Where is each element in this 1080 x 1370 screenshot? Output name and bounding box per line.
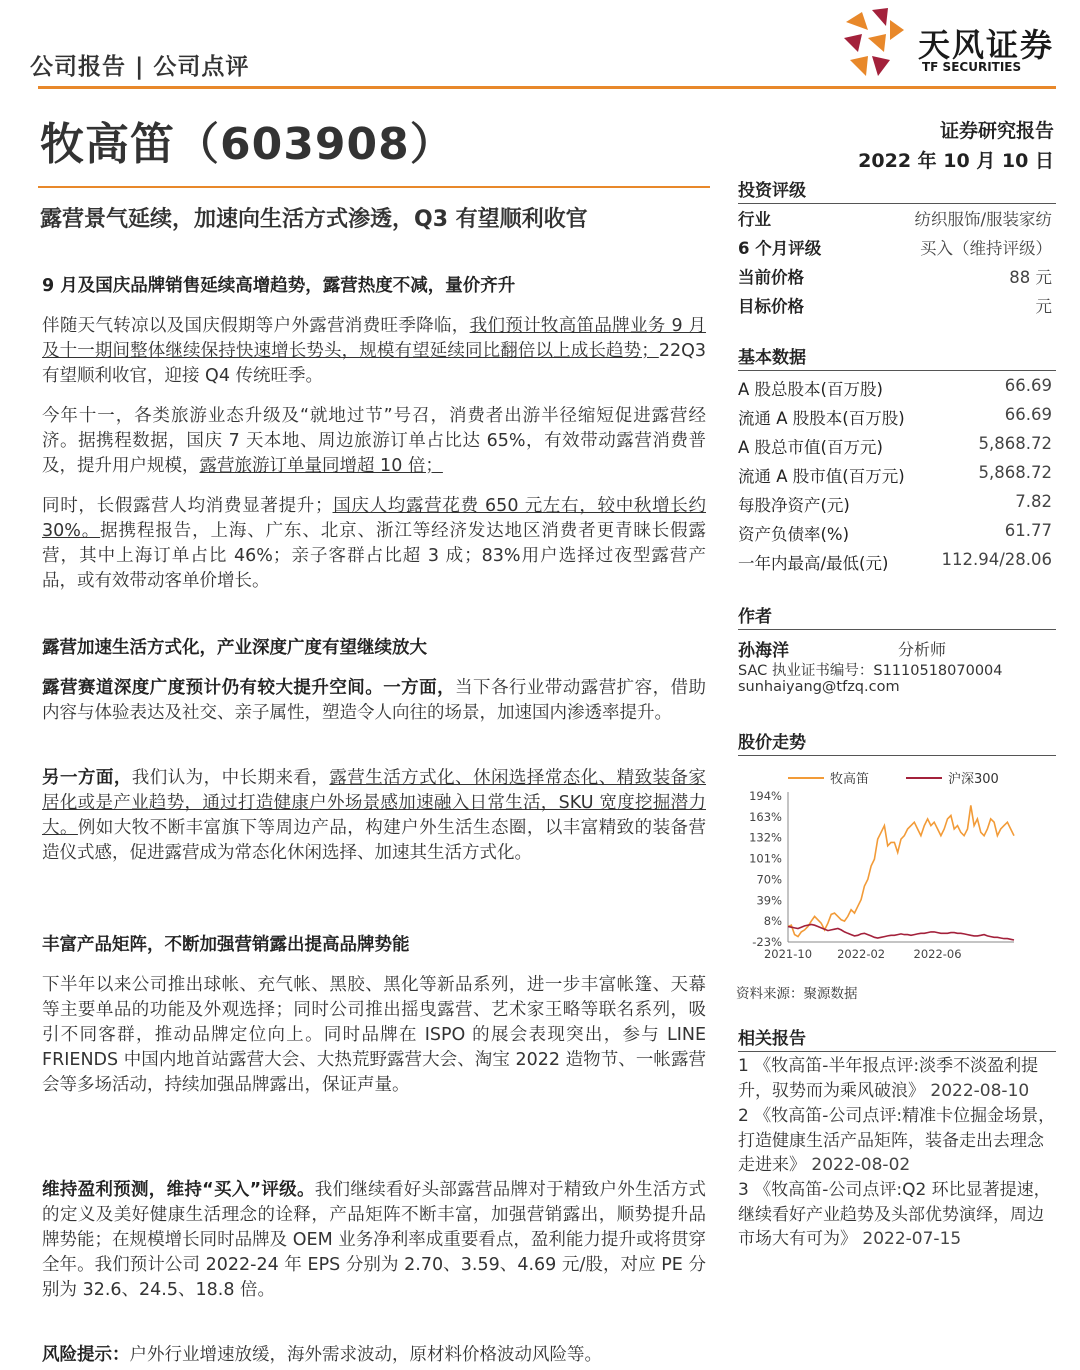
logo-text-cn: 天风证券 bbox=[918, 26, 1055, 64]
section-title-1: 9 月及国庆品牌销售延续高增趋势，露营热度不减，量价齐升 bbox=[42, 276, 516, 296]
page-title: 牧高笛（603908） bbox=[40, 119, 455, 170]
header-divider bbox=[38, 86, 1056, 89]
related-report-3[interactable]: 3 《牧高笛-公司点评:Q2 环比显著提速，继续看好产业趋势及头部优势演绎，周边市场大有可为》 2022-07-15 bbox=[738, 1180, 1051, 1249]
y-tick-label: 132% bbox=[749, 830, 782, 845]
section-title-2: 露营加速生活方式化，产业深度广度有望继续放大 bbox=[42, 638, 427, 658]
paragraph-6: 下半年以来公司推出球帐、充气帐、黑胶、黑化等新品系列，进一步丰富帐篷、天幕等主要单品的功能及外观选择；同时公司推出摇曳露营、艺术家王略等联名系列，吸引不同客群，推动品牌定位向上。同时品牌在 ISPO 的展会表现突出，参与 LINE FRIENDS 中国内地首站露营大会、大热荒野露营大会、淘宝 2022 造物节、一帐露营会等多场活动，持续加强品牌露出，保证声量。 bbox=[42, 975, 706, 1095]
logo-text-en: TF SECURITIES bbox=[922, 60, 1022, 74]
basic-data-row: 流通 A 股股本(百万股) 66.69 bbox=[738, 405, 1052, 428]
title-divider bbox=[38, 186, 710, 188]
section-title-3: 丰富产品矩阵，不断加强营销露出提高品牌势能 bbox=[42, 935, 410, 955]
x-tick-label: 2022-06 bbox=[913, 947, 962, 961]
headline: 露营景气延续，加速向生活方式渗透，Q3 有望顺利收官 bbox=[40, 207, 588, 232]
x-axis bbox=[764, 942, 1014, 961]
basic-data-row: 资产负债率(%) 61.77 bbox=[738, 521, 1052, 544]
x-tick-label: 2021-10 bbox=[763, 947, 813, 961]
author-role: 分析师 bbox=[898, 640, 947, 659]
rating-row: 6 个月评级 买入（维持评级） bbox=[738, 239, 1052, 258]
report-date: 2022 年 10 月 10 日 bbox=[858, 150, 1054, 172]
related-report-2[interactable]: 2 《牧高笛-公司点评:精准卡位掘金场景，打造健康生活产品矩阵，装备走出去理念走进来》 2022-08-02 bbox=[738, 1106, 1056, 1175]
basic-data-title: 基本数据 bbox=[738, 343, 1056, 371]
risk-warning: 风险提示：户外行业增速放缓，海外需求波动，原材料价格波动风险等。 bbox=[42, 1345, 602, 1365]
doc-type: 证券研究报告 bbox=[939, 120, 1054, 142]
paragraph-3: 同时，长假露营人均消费显著提升；国庆人均露营花费 650 元左右，较中秋增长约 30%。据携程报告，上海、广东、北京、浙江等经济发达地区消费者更青睐长假露营，其中上海订单占比 46%；亲子客群占比超 3 成；83%用户选择过夜型露营产品，或有效带动客单价增长。 bbox=[42, 496, 707, 591]
author-section-title: 作者 bbox=[738, 602, 1056, 630]
series-line-1 bbox=[788, 805, 1014, 936]
paragraph-rating: 维持盈利预测，维持“买入”评级。我们继续看好头部露营品牌对于精致户外生活方式的定义及美好健康生活理念的诠释，产品矩阵不断丰富，加强营销露出，顺势提升品牌势能；在规模增长同时品牌及 OEM 业务净利率成重要看点，盈利能力提升或将贯穿全年。我们预计公司 2022-24 年 EPS 分别为 2.70、3.59、4.69 元/股，对应 PE 分别为 32.6、24.5、18.8 倍。 bbox=[42, 1180, 706, 1300]
basic-data-row: 一年内最高/最低(元) 112.94/28.06 bbox=[738, 550, 1052, 573]
y-tick-label: 8% bbox=[763, 914, 782, 929]
rating-row: 目标价格 元 bbox=[738, 297, 1052, 316]
y-tick-label: 194% bbox=[749, 789, 782, 803]
stock-price-chart bbox=[736, 760, 1020, 972]
y-tick-label: 101% bbox=[749, 851, 782, 866]
y-tick-label: -23% bbox=[752, 935, 782, 949]
related-report-1[interactable]: 1 《牧高笛-半年报点评:淡季不淡盈利提升，驭势而为乘风破浪》 2022-08-10 bbox=[738, 1056, 1039, 1101]
series-line-2 bbox=[788, 925, 1014, 941]
legend-label: 牧高笛 bbox=[830, 772, 870, 787]
report-category: 公司报告 | 公司点评 bbox=[30, 54, 250, 80]
author-name: 孙海洋 bbox=[738, 641, 789, 661]
legend-label: 沪深300 bbox=[948, 772, 999, 787]
basic-data-row: 流通 A 股市值(百万元) 5,868.72 bbox=[738, 463, 1052, 486]
chart-legend bbox=[788, 771, 999, 787]
rating-section-title: 投资评级 bbox=[738, 176, 1056, 204]
author-sac-number: SAC 执业证书编号：S1110518070004 bbox=[738, 663, 1003, 679]
y-tick-label: 163% bbox=[749, 809, 782, 824]
chart-source: 资料来源：聚源数据 bbox=[736, 986, 858, 1002]
rating-row: 当前价格 88 元 bbox=[738, 268, 1052, 287]
paragraph-4: 露营赛道深度广度预计仍有较大提升空间。一方面，当下各行业带动露营扩容，借助内容与体验表达及社交、亲子属性，塑造令人向往的场景，加速国内渗透率提升。 bbox=[42, 678, 707, 723]
x-tick-label: 2022-02 bbox=[837, 947, 886, 961]
y-tick-label: 39% bbox=[756, 893, 782, 908]
author-email[interactable]: sunhaiyang@tfzq.com bbox=[738, 679, 900, 695]
chart-section-title: 股价走势 bbox=[738, 728, 1056, 756]
basic-data-row: A 股总股本(百万股) 66.69 bbox=[738, 376, 1052, 399]
related-reports-title: 相关报告 bbox=[738, 1024, 1056, 1052]
paragraph-2: 今年十一，各类旅游业态升级及“就地过节”号召，消费者出游半径缩短促进露营经济。据携程数据，国庆 7 天本地、周边旅游订单占比达 65%，有效带动露营消费普及，提升用户规模，露营旅游订单量同增超 10 倍； bbox=[42, 406, 706, 476]
y-tick-label: 70% bbox=[756, 872, 782, 887]
paragraph-1: 伴随天气转凉以及国庆假期等户外露营消费旺季降临，我们预计牧高笛品牌业务 9 月及十一期间整体继续保持快速增长势头，规模有望延续同比翻倍以上成长趋势；22Q3 有望顺利收官，迎接 Q4 传统旺季。 bbox=[42, 316, 707, 386]
chart-lines bbox=[788, 805, 1014, 940]
basic-data-row: 每股净资产(元) 7.82 bbox=[738, 492, 1052, 515]
basic-data-row: A 股总市值(百万元) 5,868.72 bbox=[738, 434, 1052, 457]
y-axis bbox=[749, 789, 788, 949]
paragraph-5: 另一方面，我们认为，中长期来看，露营生活方式化、休闲选择常态化、精致装备家居化或是产业趋势，通过打造健康户外场景感加速融入日常生活，SKU 宽度挖掘潜力大。例如大牧不断丰富旗下等周边产品，构建户外生活生态圈，以丰富精致的装备营造仪式感，促进露营成为常态化休闲选择、加速其生活方式化。 bbox=[42, 768, 707, 863]
rating-row: 行业 纺织服饰/服装家纺 bbox=[738, 210, 1052, 229]
